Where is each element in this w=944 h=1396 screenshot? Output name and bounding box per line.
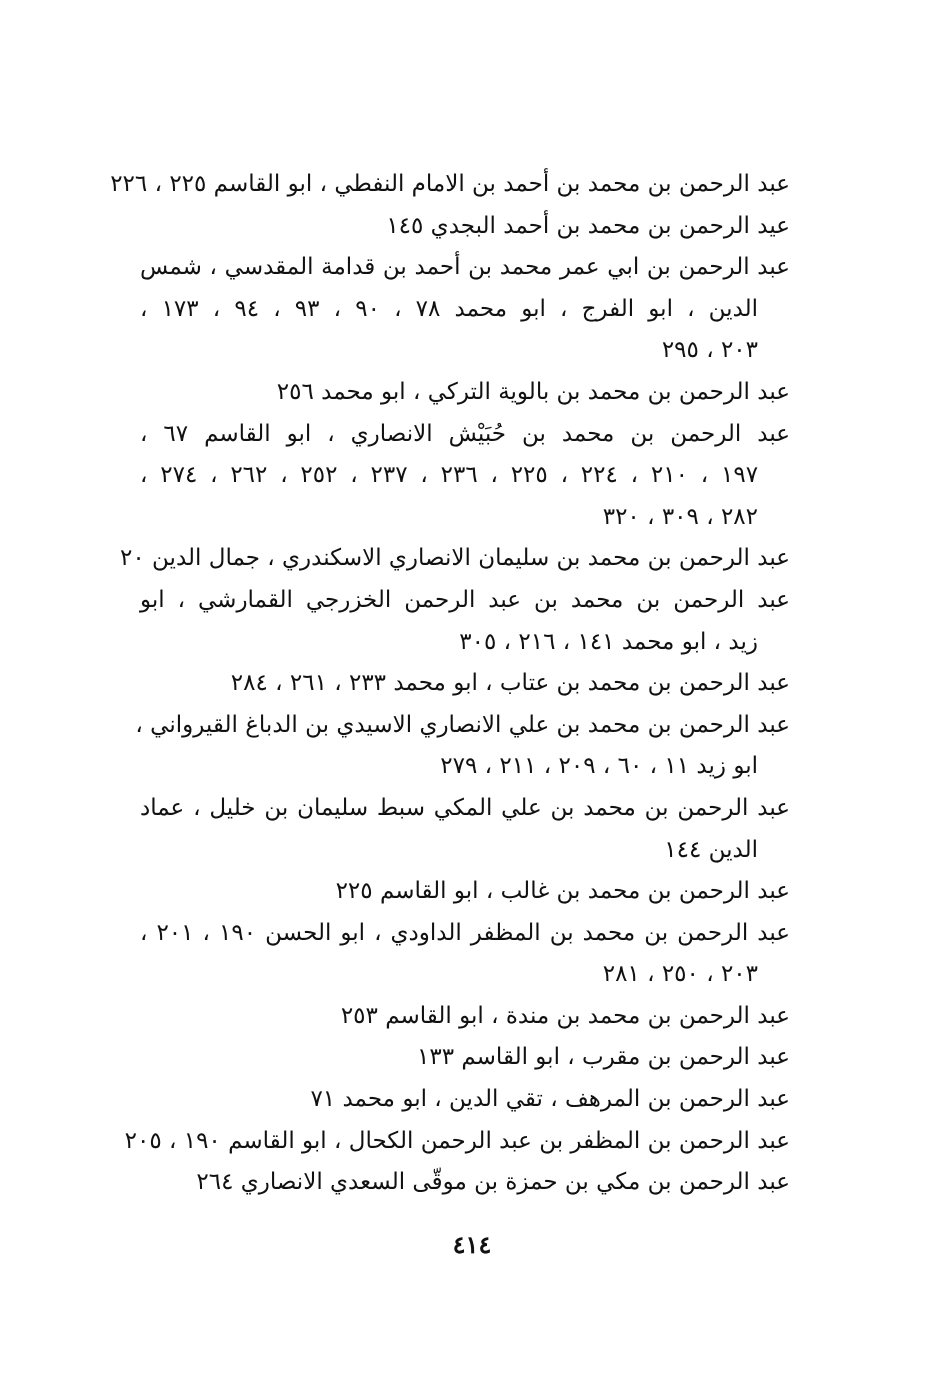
entry-heading-line: عبد الرحمن بن المرهف ، تقي الدين ، ابو محمد ٧١ — [310, 1086, 790, 1113]
entry-heading-line: عبد الرحمن بن محمد بن مندة ، ابو القاسم ٢٥٣ — [340, 1002, 790, 1029]
entry-heading-line: عبد الرحمن بن مكي بن حمزة بن موقّى السعدي الانصاري ٢٦٤ — [196, 1169, 790, 1196]
index-entry — [135, 705, 790, 788]
index-entry — [140, 663, 790, 705]
entry-continuation-line: الدين ، ابو الفرج ، ابو محمد ٧٨ ، ٩٠ ، ٩٣ ، ٩٤ ، ١٧٣ ، — [140, 295, 759, 322]
index-entry — [140, 1037, 790, 1079]
index-entries — [110, 164, 791, 1204]
index-entry — [140, 247, 790, 372]
entry-heading-line: عبد الرحمن بن محمد بن غالب ، ابو القاسم ٢٢٥ — [335, 878, 790, 905]
entry-continuation-line: ٢٨٢ ، ٣٠٩ ، ٣٢٠ — [602, 503, 758, 530]
index-entry — [140, 1162, 790, 1204]
entry-heading-line: عبد الرحمن بن محمد بن علي الانصاري الاسيدي بن الدباغ القيرواني ، — [135, 711, 790, 738]
entry-heading-line: عبد الرحمن بن المظفر بن عبد الرحمن الكحال ، ابو القاسم ١٩٠ ، ٢٠٥ — [124, 1127, 790, 1154]
entry-continuation-line: ابو زيد ١١ ، ٦٠ ، ٢٠٩ ، ٢١١ ، ٢٧٩ — [440, 753, 758, 780]
index-entry — [140, 871, 790, 913]
index-entry — [110, 164, 790, 206]
entry-heading-line: عبد الرحمن بن محمد بن بالوية التركي ، ابو محمد ٢٥٦ — [276, 378, 790, 405]
page-number: ٤١٤ — [452, 1230, 492, 1259]
index-entry — [140, 206, 790, 248]
index-entry — [124, 1121, 790, 1163]
entry-heading-line: عبد الرحمن بن مقرب ، ابو القاسم ١٣٣ — [416, 1044, 790, 1071]
index-entry — [140, 913, 790, 996]
index-entry — [140, 788, 790, 871]
index-entry — [140, 372, 790, 414]
entry-heading-line: عبد الرحمن بن ابي عمر محمد بن أحمد بن قدامة المقدسي ، شمس — [140, 254, 790, 281]
entry-heading-line: عبد الرحمن بن محمد بن سليمان الانصاري الاسكندري ، جمال الدين ٢٠ — [120, 545, 790, 572]
entry-heading-line: عبد الرحمن بن محمد بن المظفر الداودي ، ابو الحسن ١٩٠ ، ٢٠١ ، — [140, 919, 791, 946]
entry-continuation-line: ١٩٧ ، ٢١٠ ، ٢٢٤ ، ٢٢٥ ، ٢٣٦ ، ٢٣٧ ، ٢٥٢ ، ٢٦٢ ، ٢٧٤ ، — [140, 462, 759, 489]
index-entry — [140, 580, 790, 663]
entry-heading-line: عبد الرحمن بن محمد بن عتاب ، ابو محمد ٢٣٣ ، ٢٦١ ، ٢٨٤ — [230, 670, 790, 697]
entry-heading-line: عبد الرحمن بن محمد بن علي المكي سبط سليمان بن خليل ، عماد — [140, 794, 790, 821]
entry-heading-line: عبد الرحمن بن محمد بن عبد الرحمن الخزرجي القمارشي ، ابو — [140, 586, 790, 613]
entry-continuation-line: ٢٠٣ ، ٢٩٥ — [661, 337, 758, 364]
index-entry — [140, 996, 790, 1038]
index-entry — [140, 414, 790, 539]
index-entry — [140, 1079, 790, 1121]
index-entry — [120, 538, 790, 580]
entry-heading-line: عبد الرحمن بن محمد بن أحمد بن الامام النفطي ، ابو القاسم ٢٢٥ ، ٢٢٦ — [110, 171, 790, 197]
entry-continuation-line: زيد ، ابو محمد ١٤١ ، ٢١٦ ، ٣٠٥ — [459, 628, 758, 655]
entry-heading-line: عبد الرحمن بن محمد بن حُبَيْش الانصاري ، ابو القاسم ٦٧ ، — [140, 420, 790, 447]
entry-heading-line: عيد الرحمن بن محمد بن أحمد البجدي ١٤٥ — [386, 212, 790, 239]
entry-continuation-line: ٢٠٣ ، ٢٥٠ ، ٢٨١ — [602, 961, 758, 988]
entry-continuation-line: الدين ١٤٤ — [664, 836, 758, 863]
